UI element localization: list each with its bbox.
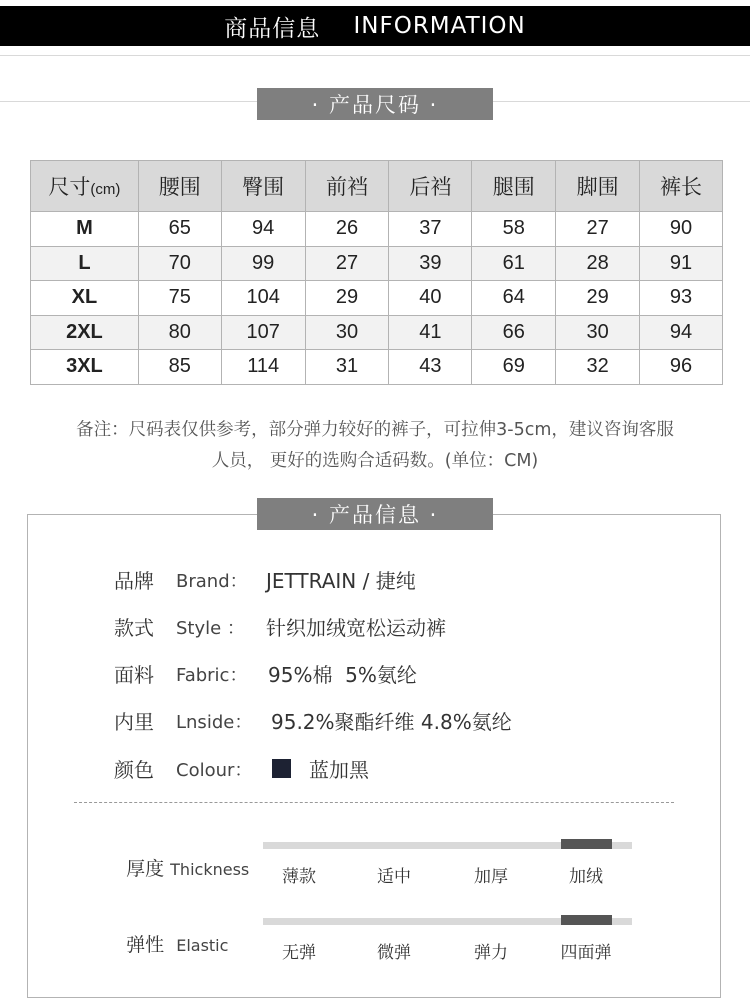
thickness-indicator bbox=[561, 839, 612, 849]
table-cell: 114 bbox=[221, 350, 305, 385]
table-cell: 75 bbox=[138, 281, 221, 316]
info-row-colour bbox=[114, 754, 369, 783]
top-banner bbox=[0, 6, 750, 46]
size-note bbox=[30, 415, 720, 477]
table-cell: 107 bbox=[221, 315, 305, 350]
table-header-size: 尺寸(cm) bbox=[31, 161, 139, 212]
table-cell: 69 bbox=[472, 350, 556, 385]
info-key-en: Style ： bbox=[176, 617, 245, 639]
elastic-title bbox=[114, 908, 228, 957]
size-cell: L bbox=[31, 246, 139, 281]
table-cell: 64 bbox=[472, 281, 556, 316]
dashed-divider bbox=[74, 802, 674, 803]
table-cell: 27 bbox=[556, 212, 640, 247]
note-line-2: 人员， 更好的选购合适码数。(单位：CM) bbox=[211, 451, 539, 471]
info-value: 95.2%聚酯纤维 4.8%氨纶 bbox=[271, 710, 512, 734]
info-value: 95%棉 5%氨纶 bbox=[268, 663, 417, 687]
colour-swatch bbox=[272, 759, 291, 778]
info-value: 蓝加黑 bbox=[309, 758, 369, 782]
table-cell: 43 bbox=[389, 350, 472, 385]
size-cell: 3XL bbox=[31, 350, 139, 385]
table-cell: 28 bbox=[556, 246, 640, 281]
thickness-title bbox=[114, 832, 249, 881]
elastic-label: 四面弹 bbox=[560, 943, 612, 963]
table-cell: 39 bbox=[389, 246, 472, 281]
thickness-title-cn: 厚度 bbox=[126, 858, 165, 880]
note-line-1: 备注：尺码表仅供参考，部分弹力较好的裤子，可拉伸3-5cm，建议咨询客服 bbox=[76, 420, 674, 440]
elastic-label: 微弹 bbox=[377, 943, 411, 963]
thickness-track bbox=[263, 842, 632, 849]
table-cell: 93 bbox=[640, 281, 723, 316]
table-cell: 29 bbox=[305, 281, 389, 316]
elastic-label: 无弹 bbox=[282, 943, 316, 963]
info-key: 面料 bbox=[114, 663, 154, 687]
banner-title-cn: 商品信息 bbox=[224, 15, 321, 42]
thickness-label: 加绒 bbox=[569, 867, 603, 887]
table-cell: 90 bbox=[640, 212, 723, 247]
table-header-row bbox=[31, 161, 723, 212]
table-header-cell: 腿围 bbox=[472, 161, 556, 212]
table-row bbox=[31, 350, 723, 385]
info-row-lining bbox=[114, 706, 512, 735]
info-value: 针织加绒宽松运动裤 bbox=[266, 616, 446, 640]
banner-title-en: INFORMATION bbox=[353, 13, 526, 39]
table-cell: 96 bbox=[640, 350, 723, 385]
thickness-label: 薄款 bbox=[282, 867, 316, 887]
size-cell: M bbox=[31, 212, 139, 247]
info-section-title: · 产品信息 · bbox=[257, 498, 493, 530]
info-key-en: Fabric： bbox=[176, 664, 248, 686]
thickness-label: 加厚 bbox=[474, 867, 508, 887]
table-cell: 31 bbox=[305, 350, 389, 385]
divider-line bbox=[0, 55, 750, 56]
table-cell: 30 bbox=[305, 315, 389, 350]
table-row bbox=[31, 281, 723, 316]
table-cell: 66 bbox=[472, 315, 556, 350]
info-row-style bbox=[114, 612, 446, 641]
table-cell: 58 bbox=[472, 212, 556, 247]
elastic-indicator bbox=[561, 915, 612, 925]
info-key-en: Lnside： bbox=[176, 711, 253, 733]
table-header-cell: 脚围 bbox=[556, 161, 640, 212]
table-cell: 61 bbox=[472, 246, 556, 281]
table-header-cell: 裤长 bbox=[640, 161, 723, 212]
info-value: JETTRAIN / 捷纯 bbox=[266, 569, 416, 593]
info-key: 颜色 bbox=[114, 758, 154, 782]
table-cell: 40 bbox=[389, 281, 472, 316]
elastic-title-cn: 弹性 bbox=[126, 934, 165, 956]
table-header-cell: 臀围 bbox=[221, 161, 305, 212]
elastic-title-en: Elastic bbox=[176, 936, 229, 955]
table-cell: 94 bbox=[221, 212, 305, 247]
elastic-label: 弹力 bbox=[474, 943, 508, 963]
table-cell: 80 bbox=[138, 315, 221, 350]
table-cell: 32 bbox=[556, 350, 640, 385]
table-cell: 70 bbox=[138, 246, 221, 281]
table-header-cell: 腰围 bbox=[138, 161, 221, 212]
table-header-cell: 前裆 bbox=[305, 161, 389, 212]
thickness-label: 适中 bbox=[377, 867, 411, 887]
table-cell: 37 bbox=[389, 212, 472, 247]
thickness-title-en: Thickness bbox=[170, 860, 250, 879]
table-cell: 91 bbox=[640, 246, 723, 281]
table-cell: 99 bbox=[221, 246, 305, 281]
table-cell: 104 bbox=[221, 281, 305, 316]
table-header-cell: 后裆 bbox=[389, 161, 472, 212]
table-cell: 41 bbox=[389, 315, 472, 350]
info-row-fabric bbox=[114, 659, 417, 688]
table-cell: 26 bbox=[305, 212, 389, 247]
table-cell: 94 bbox=[640, 315, 723, 350]
info-key-en: Colour： bbox=[176, 759, 253, 781]
table-cell: 27 bbox=[305, 246, 389, 281]
table-cell: 65 bbox=[138, 212, 221, 247]
size-cell: 2XL bbox=[31, 315, 139, 350]
size-table bbox=[30, 160, 723, 385]
size-cell: XL bbox=[31, 281, 139, 316]
info-key: 款式 bbox=[114, 616, 154, 640]
table-row bbox=[31, 246, 723, 281]
table-cell: 85 bbox=[138, 350, 221, 385]
info-key-en: Brand： bbox=[176, 570, 248, 592]
info-key: 内里 bbox=[114, 710, 154, 734]
table-row bbox=[31, 315, 723, 350]
info-key: 品牌 bbox=[114, 569, 154, 593]
table-cell: 30 bbox=[556, 315, 640, 350]
table-row bbox=[31, 212, 723, 247]
info-row-brand bbox=[114, 565, 416, 594]
table-cell: 29 bbox=[556, 281, 640, 316]
size-section-title: · 产品尺码 · bbox=[257, 88, 493, 120]
elastic-track bbox=[263, 918, 632, 925]
